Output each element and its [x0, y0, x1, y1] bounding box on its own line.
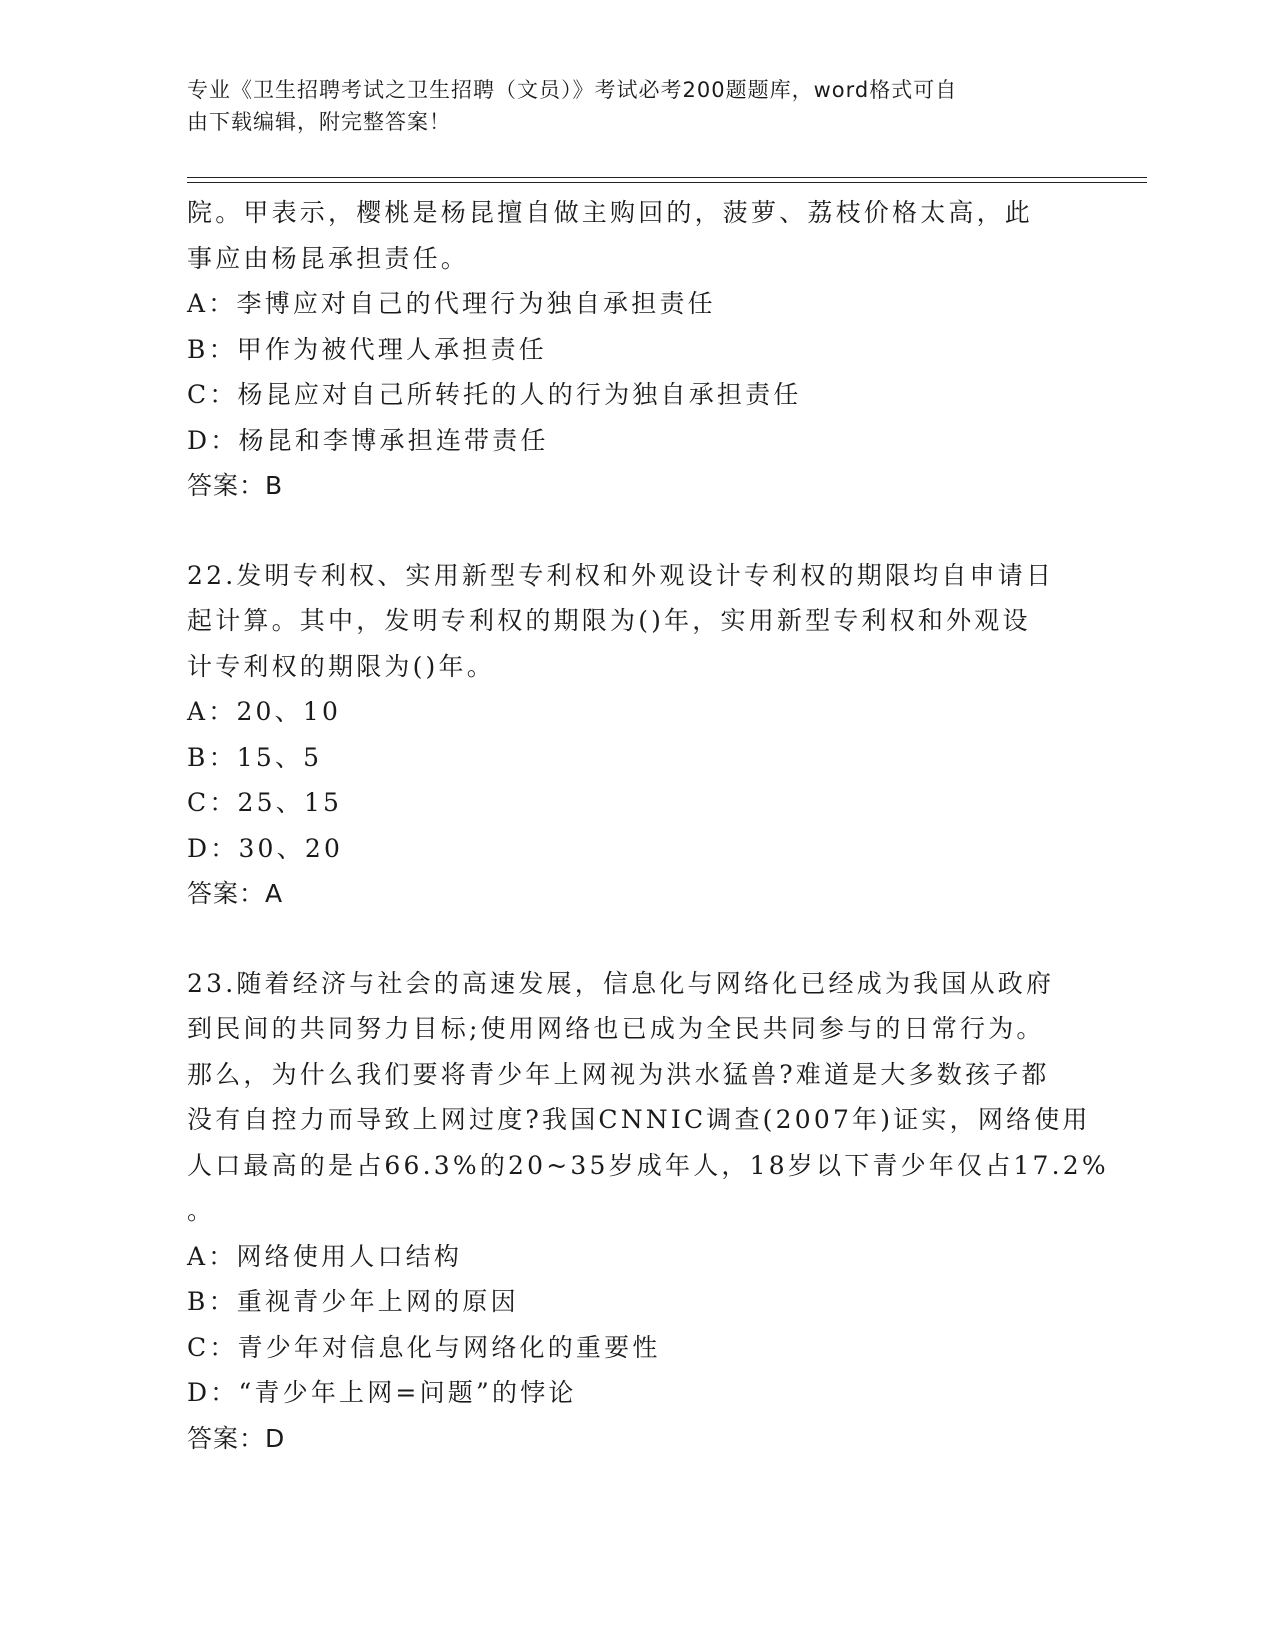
question-text-line: 计专利权的期限为()年。 — [187, 651, 495, 681]
header-line-1: 专业《卫生招聘考试之卫生招聘（文员）》考试必考200题题库，word格式可自 — [187, 78, 958, 102]
question-text-line: 22.发明专利权、实用新型专利权和外观设计专利权的期限均自申请日 — [187, 560, 1055, 590]
option-b: B：甲作为被代理人承担责任 — [187, 334, 547, 364]
option-d: D：“青少年上网=问题”的悖论 — [187, 1378, 577, 1407]
option-b: B：重视青少年上网的原因 — [187, 1287, 519, 1316]
header-rule-bottom — [187, 182, 1147, 183]
spacer — [187, 917, 1087, 961]
question-text-line: 23.随着经济与社会的高速发展，信息化与网络化已经成为我国从政府 — [187, 968, 1055, 998]
document-body — [187, 190, 1109, 1461]
document-header — [187, 74, 1067, 138]
option-c: C：青少年对信息化与网络化的重要性 — [187, 1332, 661, 1362]
question-text-line: 人口最高的是占66.3%的20~35岁成年人，18岁以下青少年仅占17.2% — [187, 1150, 1109, 1180]
spacer — [187, 509, 1087, 553]
question-text-line: 起计算。其中，发明专利权的期限为()年，实用新型专利权和外观设 — [187, 606, 1031, 635]
answer-line: 答案：A — [187, 879, 284, 908]
question-23 — [187, 961, 1109, 1462]
question-22 — [187, 553, 1087, 917]
option-a: A：网络使用人口结构 — [187, 1241, 463, 1271]
option-c: C：杨昆应对自己所转托的人的行为独自承担责任 — [187, 380, 802, 409]
option-c: C：25、15 — [187, 788, 343, 817]
question-text-line: 那么，为什么我们要将青少年上网视为洪水猛兽?难道是大多数孩子都 — [187, 1059, 1050, 1089]
header-line-2: 由下载编辑，附完整答案！ — [187, 110, 451, 134]
header-rule-top — [187, 177, 1147, 178]
question-text-line: 事应由杨昆承担责任。 — [187, 243, 470, 273]
answer-line: 答案：B — [187, 471, 284, 500]
option-d: D：杨昆和李博承担连带责任 — [187, 425, 549, 455]
option-a: A：李博应对自己的代理行为独自承担责任 — [187, 289, 716, 318]
question-text-line: 没有自控力而导致上网过度?我国CNNIC调查(2007年)证实，网络使用 — [187, 1105, 1091, 1134]
option-b: B：15、5 — [187, 742, 323, 772]
option-d: D：30、20 — [187, 833, 344, 863]
question-text-line: 到民间的共同努力目标;使用网络也已成为全民共同参与的日常行为。 — [187, 1014, 1045, 1043]
question-text-line: 。 — [187, 1196, 216, 1225]
question-21-continuation — [187, 190, 1087, 509]
option-a: A：20、10 — [187, 697, 342, 726]
answer-line: 答案：D — [187, 1423, 286, 1453]
question-text-line: 院。甲表示，樱桃是杨昆擅自做主购回的，菠萝、荔枝价格太高，此 — [187, 198, 1034, 227]
